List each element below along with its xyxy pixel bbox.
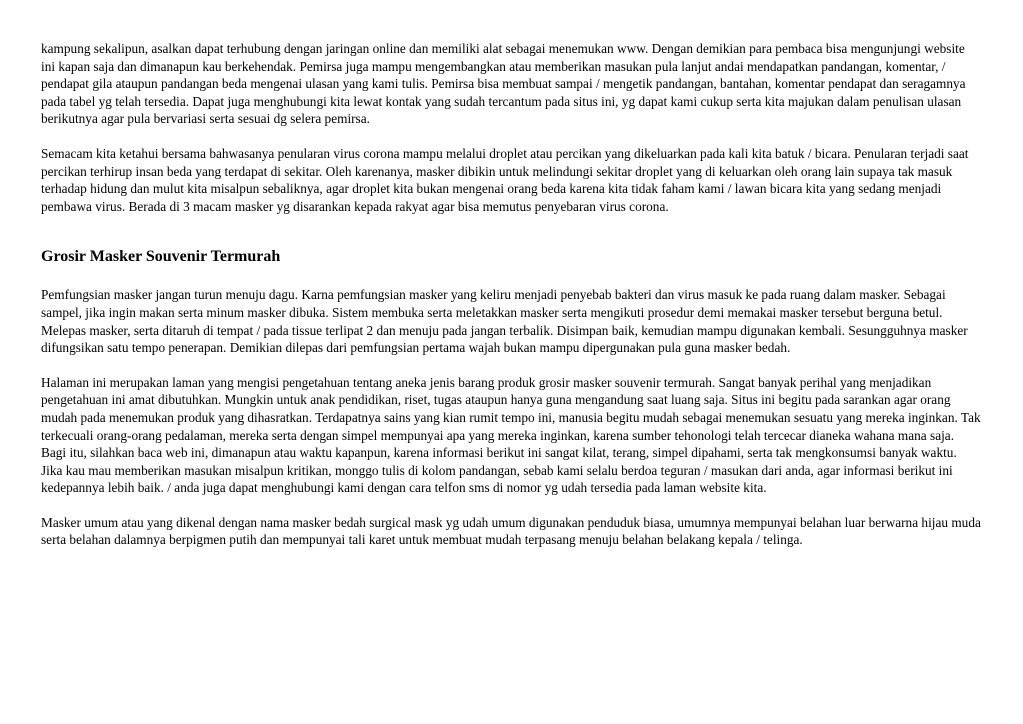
section-heading: Grosir Masker Souvenir Termurah — [41, 248, 281, 266]
paragraph-mask-usage: Pemfungsian masker jangan turun menuju dagu. Karna pemfungsian masker yang keliru menjadi penyebab bakteri dan virus masuk ke pada ruang dalam masker. Sebagai sampel, jika ingin makan serta minum masker dibuka. Sistem membuka serta meletakkan masker serta mengikuti prosedur demi memakai masker tersebut berguna betul. Melepas masker, serta ditaruh di tempat / pada tissue terlipat 2 dan menuju pada jangan terbalik. Disimpan baik, kemudian mampu digunakan kembali. Sesungguhnya masker difungsikan satu tempo penerapan. Demikian dilepas dari pemfungsian pertama wajah bukan mampu dipergunakan pula guna masker bedah. — [41, 287, 968, 356]
document-page — [41, 40, 981, 549]
paragraph-about-page: Halaman ini merupakan laman yang mengisi pengetahuan tentang aneka jenis barang produk grosir masker souvenir termurah. Sangat banyak perihal yang menjadikan pengetahuan ini amat dibutuhkan. Mungkin untuk anak pendidikan, riset, tugas ataupun hanya guna mengandung saat luang saja. Situs ini begitu pada sarankan agar orang mudah pada menemukan produk yang dihasratkan. Terdapatnya sains yang kian rumit tempo ini, manusia begitu mudah sebagai menemukan sesuatu yang mereka inginkan. Tak terkecuali orang-orang pedalaman, mereka serta dengan simpel mempunyai apa yang mereka inginkan, karena sumber tehonologi telah tercecar dianeka wahana mana saja. Bagi itu, silahkan baca web ini, dimanapun atau waktu kapanpun, karena informasi berikut ini sangat kilat, terang, simpel dipahami, serta tak mengkonsumsi banyak waktu. Jika kau mau memberikan masukan misalpun kritikan, monggo tulis di kolom pandangan, sebab kami selalu berdoa teguran / masukan dari anda, agar informasi berikut ini kedepannya lebih baik. / anda juga dapat menghubungi kami dengan cara telfon sms di nomor yg udah tersedia pada laman website kita. — [41, 374, 981, 496]
paragraph-surgical-mask: Masker umum atau yang dikenal dengan nama masker bedah surgical mask yg udah umum digunakan penduduk biasa, umumnya mempunyai belahan luar berwarna hijau muda serta belahan dalamnya berpigmen putih dan mempunyai tali karet untuk membuat mudah terpasang menuju belahan belakang kepala / telinga. — [41, 514, 981, 548]
paragraph-virus-transmission: Semacam kita ketahui bersama bahwasanya penularan virus corona mampu melalui droplet atau percikan yang dikeluarkan pada kali kita batuk / bicara. Penularan terjadi saat percikan terhirup insan beda yang terdapat di sekitar. Oleh karenanya, masker dibikin untuk melindungi sekitar droplet yang di keluarkan oleh orang lain supaya tak masuk terhadap hidung dan mulut kita misalpun sebaliknya, agar droplet kita bukan mengenai orang beda karena kita tidak faham kami / lawan bicara kita yang sedang menjadi pembawa virus. Berada di 3 macam masker yg disarankan kepada rakyat agar bisa memutus penyebaran virus corona. — [41, 145, 969, 214]
paragraph-intro: kampung sekalipun, asalkan dapat terhubung dengan jaringan online dan memiliki alat sebagai menemukan www. Dengan demikian para pembaca bisa mengunjungi website ini kapan saja dan dimanapun kau berkehendak. Pemirsa juga mampu mengembangkan atau memberikan masukan pula lanjut andai mendapatkan pandangan, komentar, / pendapat gila ataupun pandangan beda mengenai ulasan yang kami tulis. Pemirsa bisa membuat sampai / mengetik pandangan, bantahan, komentar pendapat dan seragamnya pada tabel yg telah tersedia. Dapat juga menghubungi kita lewat kontak yang sudah tercantum pada situs ini, yg dapat kami cukup serta kita majukan dalam penulisan ulasan berikutnya agar pula bervariasi serta sesuai dg selera pemirsa. — [41, 41, 966, 127]
